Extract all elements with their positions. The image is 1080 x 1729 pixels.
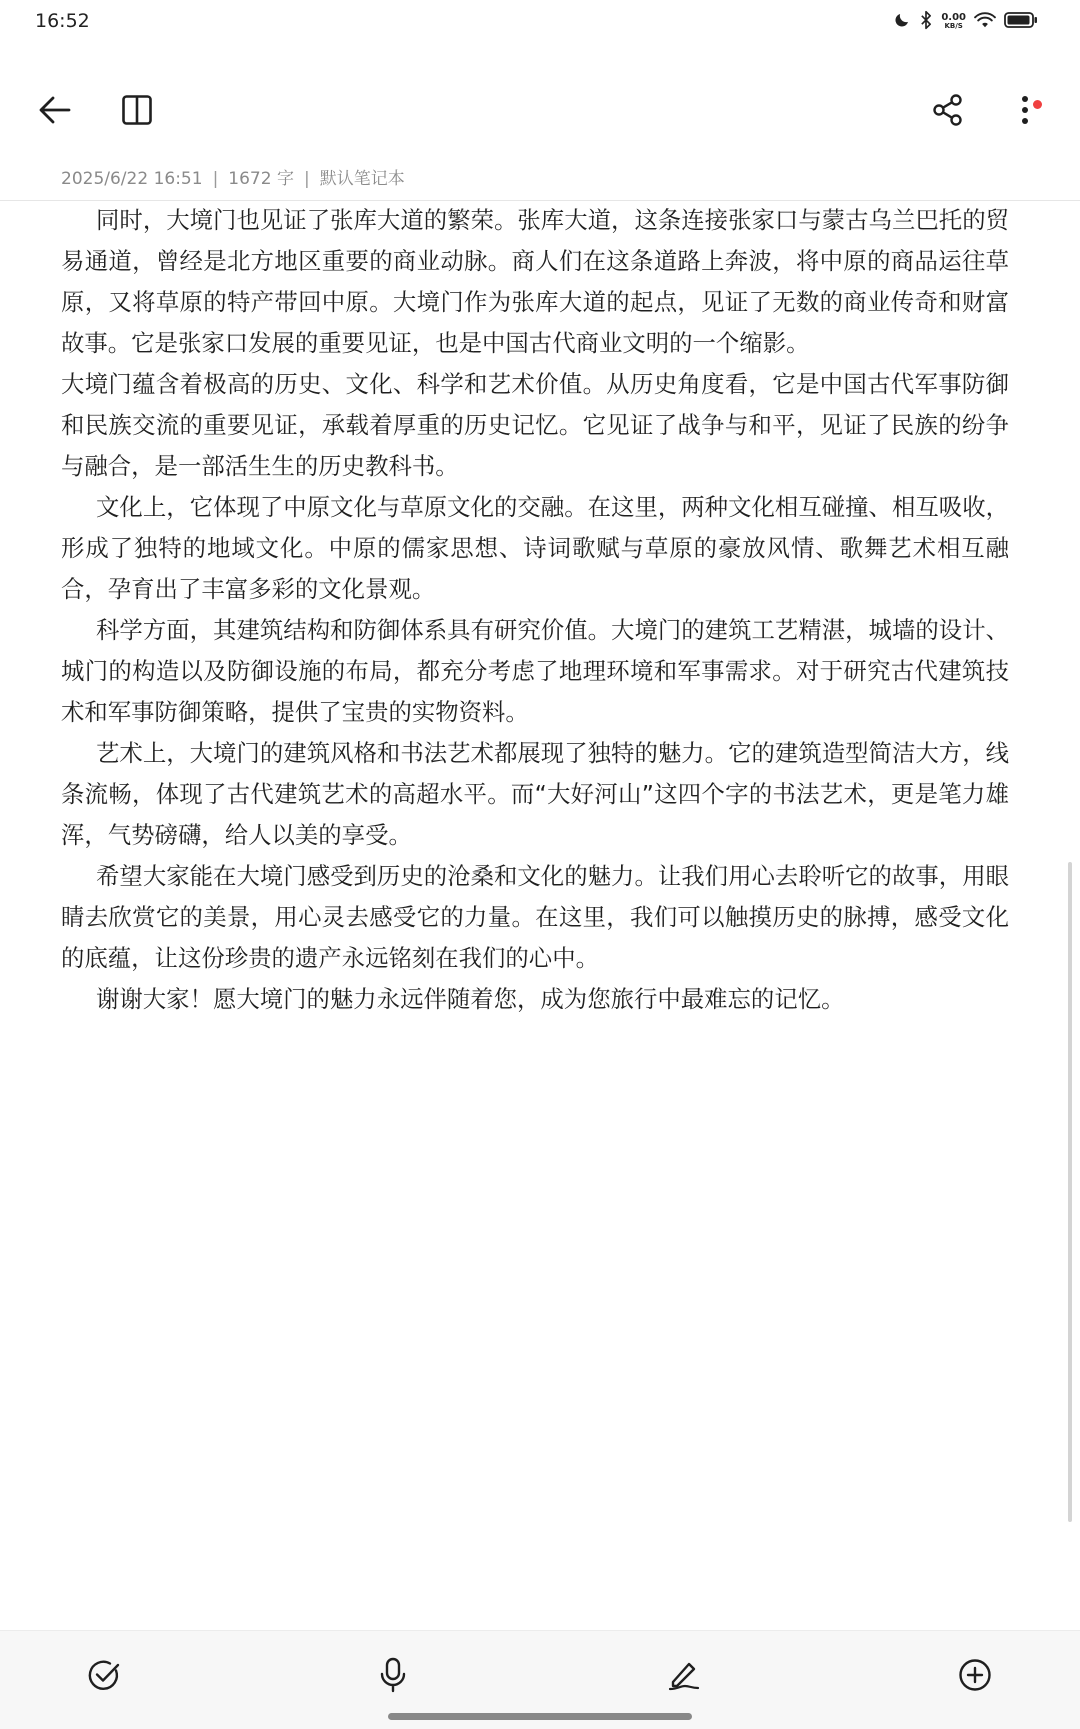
note-meta xyxy=(61,164,405,189)
handwriting-button[interactable] xyxy=(660,1653,708,1701)
checklist-icon xyxy=(87,1658,121,1696)
scrollbar[interactable] xyxy=(1068,862,1072,1522)
handwriting-pen-icon xyxy=(667,1658,701,1696)
add-circle-icon xyxy=(958,1658,992,1696)
paragraph: 艺术上，大境门的建筑风格和书法艺术都展现了独特的魅力。它的建筑造型简洁大方，线条流畅，体现了古代建筑艺术的高超水平。而“大好河山”这四个字的书法艺术，更是笔力雄浑，气势磅礴，给人以美的享受。 xyxy=(61,739,1009,849)
split-view-icon xyxy=(121,94,153,130)
status-icons xyxy=(893,10,1038,34)
paragraph: 科学方面，其建筑结构和防御体系具有研究价值。大境门的建筑工艺精湛，城墙的设计、城门的构造以及防御设施的布局，都充分考虑了地理环境和军事需求。对于研究古代建筑技术和军事防御策略，提供了宝贵的实物资料。 xyxy=(61,616,1009,726)
note-char-count: 1672 字 xyxy=(228,169,294,189)
top-toolbar xyxy=(0,80,1080,144)
note-datetime: 2025/6/22 16:51 xyxy=(61,169,203,189)
share-icon xyxy=(931,93,965,131)
paragraph: 谢谢大家！愿大境门的魅力永远伴随着您，成为您旅行中最难忘的记忆。 xyxy=(96,985,845,1013)
back-arrow-icon xyxy=(37,92,73,132)
net-speed-unit: KB/S xyxy=(944,22,963,30)
wifi-icon xyxy=(974,11,996,33)
microphone-icon xyxy=(378,1657,408,1697)
meta-separator: | xyxy=(303,169,310,189)
paragraph: 希望大家能在大境门感受到历史的沧桑和文化的魅力。让我们用心去聆听它的故事，用眼睛去欣赏它的美景，用心灵去感受它的力量。在这里，我们可以触摸历史的脉搏，感受文化的底蕴，让这份珍贵的遗产永远铭刻在我们的心中。 xyxy=(61,862,1009,972)
net-speed-value: 0.00 xyxy=(941,12,966,23)
voice-input-button[interactable] xyxy=(369,1653,417,1701)
more-vertical-icon xyxy=(1020,93,1030,131)
meta-separator: | xyxy=(212,169,219,189)
bluetooth-icon xyxy=(919,10,933,34)
moon-icon xyxy=(893,11,911,33)
home-indicator[interactable] xyxy=(388,1713,692,1720)
checklist-button[interactable] xyxy=(80,1653,128,1701)
status-bar xyxy=(0,0,1080,44)
bottom-toolbar xyxy=(0,1630,1080,1729)
battery-icon xyxy=(1004,11,1038,33)
notification-dot xyxy=(1033,100,1042,109)
notebook-name[interactable]: 默认笔记本 xyxy=(319,169,405,189)
back-button[interactable] xyxy=(31,88,79,136)
split-view-button[interactable] xyxy=(113,88,161,136)
more-options-button[interactable] xyxy=(1001,88,1049,136)
status-time: 16:52 xyxy=(35,10,90,32)
note-body[interactable] xyxy=(61,200,1009,1020)
paragraph: 大境门蕴含着极高的历史、文化、科学和艺术价值。从历史角度看，它是中国古代军事防御和民族交流的重要见证，承载着厚重的历史记忆。它见证了战争与和平，见证了民族的纷争与融合，是一部活生生的历史教科书。 xyxy=(61,370,1009,480)
paragraph: 同时，大境门也见证了张库大道的繁荣。张库大道，这条连接张家口与蒙古乌兰巴托的贸易通道，曾经是北方地区重要的商业动脉。商人们在这条道路上奔波，将中原的商品运往草原，又将草原的特产带回中原。大境门作为张库大道的起点，见证了无数的商业传奇和财富故事。它是张家口发展的重要见证，也是中国古代商业文明的一个缩影。 xyxy=(61,206,1009,357)
share-button[interactable] xyxy=(924,88,972,136)
add-button[interactable] xyxy=(951,1653,999,1701)
network-speed xyxy=(941,13,966,31)
paragraph: 文化上，它体现了中原文化与草原文化的交融。在这里，两种文化相互碰撞、相互吸收，形成了独特的地域文化。中原的儒家思想、诗词歌赋与草原的豪放风情、歌舞艺术相互融合，孕育出了丰富多彩的文化景观。 xyxy=(61,493,1009,603)
